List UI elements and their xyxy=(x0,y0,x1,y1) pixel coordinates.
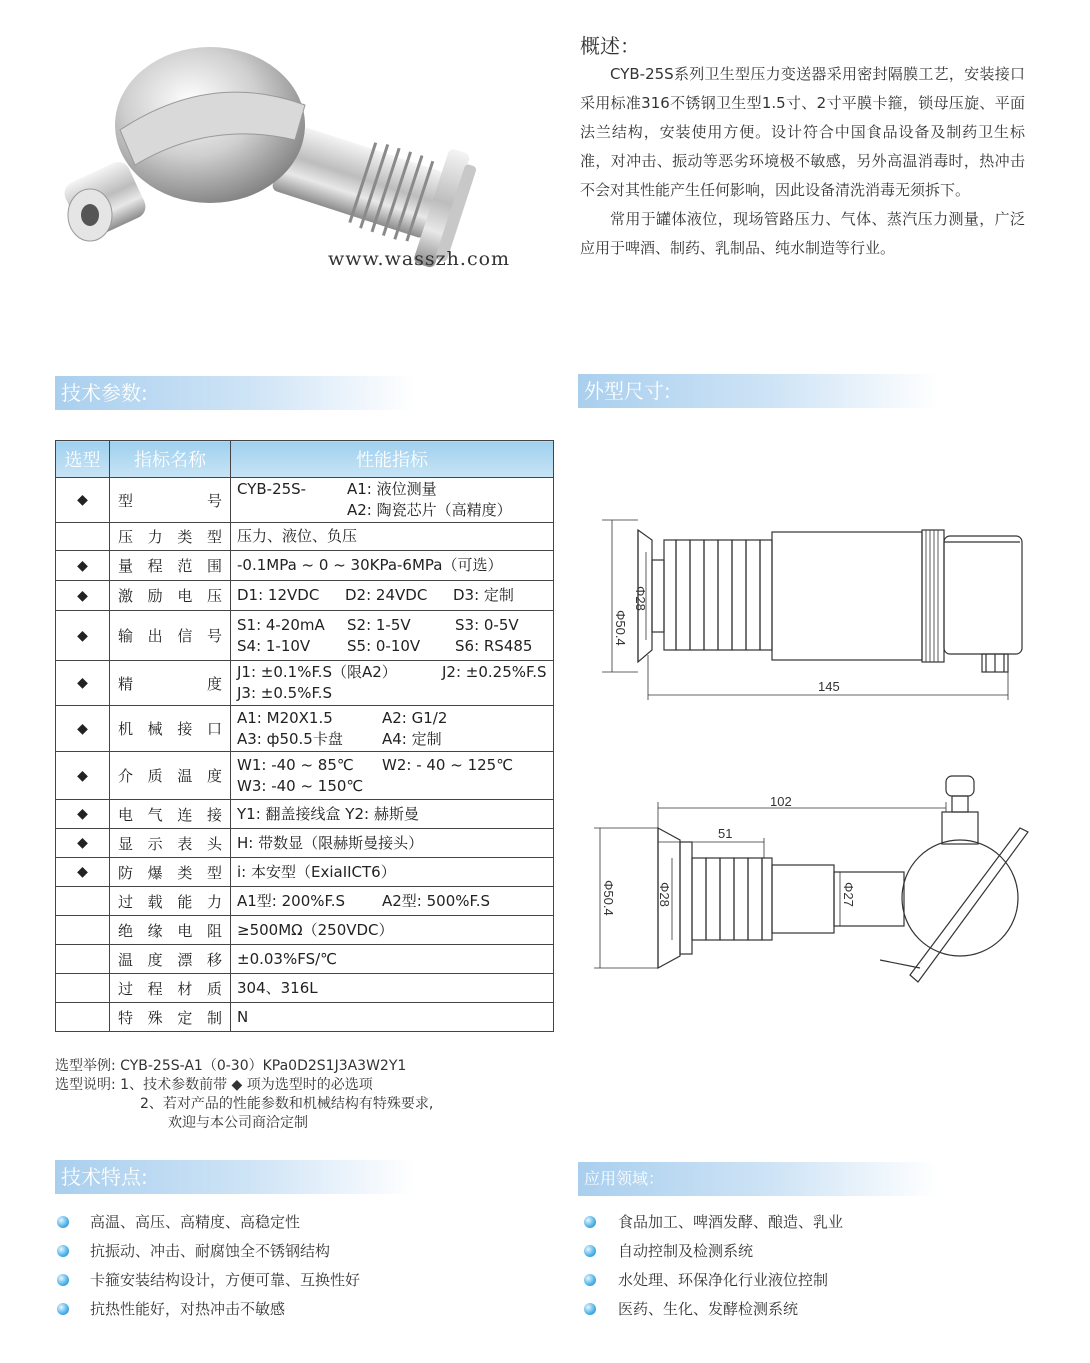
section-dimensions: 外型尺寸: xyxy=(578,374,938,408)
explain-label: 选型说明: xyxy=(55,1077,116,1093)
feature-item: 抗热性能好，对热冲击不敏感 xyxy=(90,1300,286,1318)
spec-name: 温度漂移 xyxy=(110,945,231,974)
spec-value: S1: 4-20mA S2: 1-5V S3: 0-5V S4: 1-10V S5: 0-10V S6: RS485 xyxy=(231,611,554,661)
section-features: 技术特点: xyxy=(55,1160,415,1194)
spec-name: 型号 xyxy=(110,478,231,523)
spec-name: 显示表头 xyxy=(110,829,231,858)
bullet-icon xyxy=(57,1303,69,1315)
spec-select: ◆ xyxy=(56,752,110,800)
dim1-length: 145 xyxy=(818,679,840,694)
spec-value: ±0.03%FS/℃ xyxy=(231,945,554,974)
dim2-neck-length: 51 xyxy=(718,826,733,841)
spec-select xyxy=(56,945,110,974)
spec-value: Y1: 翻盖接线盒 Y2: 赫斯曼 xyxy=(231,800,554,829)
spec-name: 机械接口 xyxy=(110,706,231,752)
application-item: 水处理、环保净化行业液位控制 xyxy=(618,1271,829,1289)
spec-name: 防爆类型 xyxy=(110,858,231,887)
spec-select xyxy=(56,1003,110,1032)
spec-row-electrical xyxy=(56,800,554,829)
feature-item: 高温、高压、高精度、高稳定性 xyxy=(90,1213,301,1231)
dimension-drawing-1 xyxy=(580,500,1050,715)
header-name: 指标名称 xyxy=(110,441,231,478)
spec-value: i: 本安型（ExiaIICT6） xyxy=(231,858,554,887)
spec-row-overload xyxy=(56,887,554,916)
spec-name: 过载能力 xyxy=(110,887,231,916)
header-performance: 性能指标 xyxy=(231,441,554,478)
spec-name: 量程范围 xyxy=(110,551,231,581)
spec-row-temperature xyxy=(56,752,554,800)
dim2-stem-diameter: Φ27 xyxy=(841,882,856,907)
spec-select: ◆ xyxy=(56,581,110,611)
spec-select: ◆ xyxy=(56,611,110,661)
spec-row-pressure-type xyxy=(56,523,554,551)
spec-value: A1型: 200%F.S A2型: 500%F.S xyxy=(231,887,554,916)
dim1-outer-diameter: Φ50.4 xyxy=(613,610,628,646)
spec-row-output xyxy=(56,611,554,661)
spec-value: 压力、液位、负压 xyxy=(231,523,554,551)
spec-row-explosion xyxy=(56,858,554,887)
selection-notes xyxy=(55,1057,433,1133)
spec-select: ◆ xyxy=(56,829,110,858)
note-line-2: 2、若对产品的性能参数和机械结构有特殊要求, xyxy=(140,1096,434,1112)
spec-value: -0.1MPa ~ 0 ~ 30KPa-6MPa（可选） xyxy=(231,551,554,581)
note-line-3: 欢迎与本公司商洽定制 xyxy=(168,1115,308,1131)
section-applications: 应用领域： xyxy=(578,1162,938,1196)
bullet-icon xyxy=(57,1245,69,1257)
bullet-icon xyxy=(57,1216,69,1228)
dim1-inner-diameter: Φ28 xyxy=(633,586,648,611)
bullet-icon xyxy=(584,1216,596,1228)
spec-value: CYB-25S- A1: 液位测量 A2: 陶瓷芯片（高精度） xyxy=(231,478,554,523)
spec-select: ◆ xyxy=(56,800,110,829)
watermark-text: www.wasszh.com xyxy=(328,248,511,270)
spec-select xyxy=(56,916,110,945)
spec-select xyxy=(56,523,110,551)
spec-row-drift xyxy=(56,945,554,974)
section-tech-params: 技术参数: xyxy=(55,376,415,410)
overview-text xyxy=(580,60,1025,263)
bullet-icon xyxy=(584,1274,596,1286)
spec-row-model xyxy=(56,478,554,523)
dimension-drawing-2 xyxy=(580,770,1050,1005)
product-photo xyxy=(60,30,510,330)
spec-select: ◆ xyxy=(56,551,110,581)
spec-value: H: 带数显（限赫斯曼接头） xyxy=(231,829,554,858)
spec-select: ◆ xyxy=(56,661,110,706)
spec-name: 过程材质 xyxy=(110,974,231,1003)
spec-name: 绝缘电阻 xyxy=(110,916,231,945)
marker-glyph: ◆ xyxy=(231,1077,243,1093)
spec-value: W1: -40 ~ 85℃ W2: - 40 ~ 125℃ W3: -40 ~ 150℃ xyxy=(231,752,554,800)
dim2-outer-diameter: Φ50.4 xyxy=(601,880,616,916)
overview-paragraph-1: CYB-25S系列卫生型压力变送器采用密封隔膜工艺，安装接口采用标准316不锈钢卫生型1.5寸、2寸平膜卡箍，锁母压旋、平面法兰结构，安装使用方便。设计符合中国食品设备及制药卫生标准，对冲击、振动等恶劣环境极不敏感，另外高温消毒时，热冲击不会对其性能产生任何影响，因此设备清洗消毒无须拆下。 xyxy=(580,65,1025,199)
spec-select xyxy=(56,974,110,1003)
spec-name: 输出信号 xyxy=(110,611,231,661)
spec-value: D1: 12VDC D2: 24VDC D3: 定制 xyxy=(231,581,554,611)
application-item: 医药、生化、发酵检测系统 xyxy=(618,1300,799,1318)
bullet-icon xyxy=(57,1274,69,1286)
spec-row-voltage xyxy=(56,581,554,611)
bullet-icon xyxy=(584,1245,596,1257)
application-item: 自动控制及检测系统 xyxy=(618,1242,754,1260)
example-label: 选型举例: xyxy=(55,1058,116,1074)
spec-value: 304、316L xyxy=(231,974,554,1003)
spec-select xyxy=(56,887,110,916)
spec-select: ◆ xyxy=(56,478,110,523)
spec-name: 电气连接 xyxy=(110,800,231,829)
bullet-icon xyxy=(584,1303,596,1315)
example-code: CYB-25S-A1（0-30）KPa0D2S1J3A3W2Y1 xyxy=(120,1058,407,1074)
dim2-inner-diameter: Φ28 xyxy=(657,882,672,907)
note-line-1-tail: 项为选型时的必选项 xyxy=(246,1077,373,1093)
spec-value: A1: M20X1.5 A2: G1/2 A3: ф50.5卡盘 A4: 定制 xyxy=(231,706,554,752)
spec-row-display xyxy=(56,829,554,858)
spec-name: 介质温度 xyxy=(110,752,231,800)
spec-row-interface xyxy=(56,706,554,752)
spec-row-custom xyxy=(56,1003,554,1032)
spec-select: ◆ xyxy=(56,858,110,887)
spec-value: J1: ±0.1%F.S（限A2） J2: ±0.25%F.S J3: ±0.5%F.S xyxy=(231,661,554,706)
feature-item: 卡箍安装结构设计，方便可靠、互换性好 xyxy=(90,1271,361,1289)
spec-row-insulation xyxy=(56,916,554,945)
dim2-total-length: 102 xyxy=(770,794,792,809)
spec-row-accuracy xyxy=(56,661,554,706)
overview-paragraph-2: 常用于罐体液位，现场管路压力、气体、蒸汽压力测量，广泛应用于啤酒、制药、乳制品、纯水制造等行业。 xyxy=(580,210,1025,257)
application-item: 食品加工、啤酒发酵、酿造、乳业 xyxy=(618,1213,844,1231)
spec-value: N xyxy=(231,1003,554,1032)
spec-value: ≥500MΩ（250VDC） xyxy=(231,916,554,945)
spec-row-range xyxy=(56,551,554,581)
header-select: 选型 xyxy=(56,441,110,478)
spec-table xyxy=(55,440,554,1032)
spec-name: 特殊定制 xyxy=(110,1003,231,1032)
spec-name: 压力类型 xyxy=(110,523,231,551)
spec-row-material xyxy=(56,974,554,1003)
overview-title: 概述： xyxy=(580,34,640,58)
spec-select: ◆ xyxy=(56,706,110,752)
spec-name: 精度 xyxy=(110,661,231,706)
spec-header-row xyxy=(56,441,554,478)
spec-name: 激励电压 xyxy=(110,581,231,611)
feature-item: 抗振动、冲击、耐腐蚀全不锈钢结构 xyxy=(90,1242,331,1260)
note-line-1: 1、技术参数前带 xyxy=(120,1077,228,1093)
